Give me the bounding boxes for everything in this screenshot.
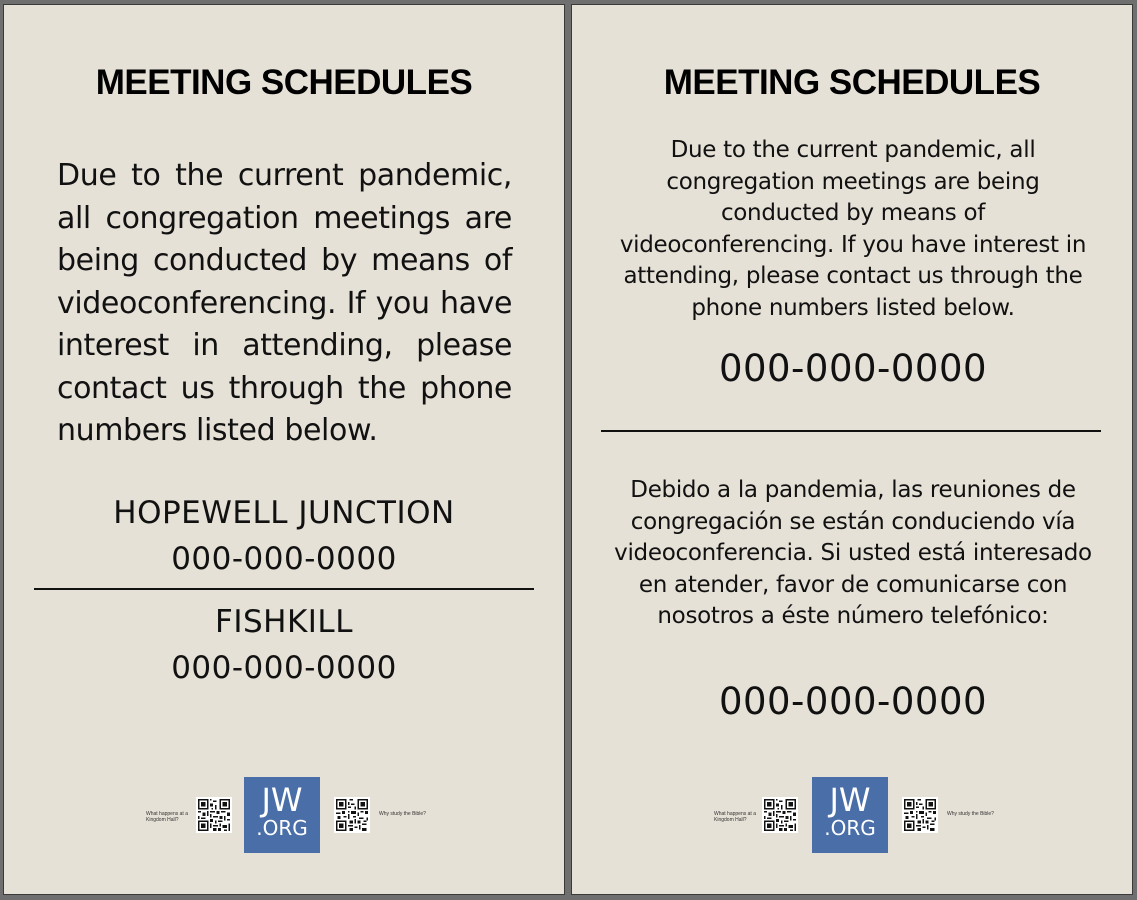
divider: [601, 430, 1101, 432]
logo-line-jw: JW: [261, 781, 303, 819]
phone-fishkill: 000-000-0000: [171, 650, 397, 686]
right-flyer: [571, 4, 1133, 895]
right-notice-spanish: Debido a la pandemia, las reuniones de congregación se están conduciendo vía videoconferencia. Si usted está interesado en atender, favor de comunicarse con nosotros a éste número telefónico:: [614, 477, 1092, 629]
caption-kingdom-hall: What happens at a Kingdom Hall?: [146, 811, 188, 823]
phone-hopewell: 000-000-0000: [171, 541, 397, 577]
divider: [34, 588, 534, 590]
right-notice-english: Due to the current pandemic, all congregation meetings are being conducted by means of videoconferencing. If you have interest in attending, please contact us through the phone numbers listed below.: [619, 137, 1087, 321]
qr-code-icon[interactable]: [196, 797, 232, 833]
caption-kingdom-hall: What happens at a Kingdom Hall?: [714, 811, 756, 823]
logo-line-org: .ORG: [824, 816, 876, 840]
location-name-fishkill: FISHKILL: [215, 604, 353, 640]
qr-code-icon[interactable]: [762, 797, 798, 833]
logo-line-org: .ORG: [256, 816, 308, 840]
left-flyer: [3, 4, 565, 895]
jw-org-logo[interactable]: [244, 777, 320, 853]
left-title: MEETING SCHEDULES: [95, 63, 473, 102]
logo-line-jw: JW: [829, 781, 871, 819]
right-footer: [572, 775, 1132, 855]
qr-code-icon[interactable]: [334, 797, 370, 833]
qr-code-icon[interactable]: [902, 797, 938, 833]
jw-org-logo[interactable]: [812, 777, 888, 853]
right-title: MEETING SCHEDULES: [663, 63, 1041, 102]
phone-spanish: 000-000-0000: [718, 680, 988, 723]
caption-study-bible: Why study the Bible?: [379, 811, 426, 817]
left-notice: Due to the current pandemic, all congregation meetings are being conducted by means of videoconferencing. If you have interest in attending, please contact us through the phone numbers listed below.: [57, 158, 512, 448]
left-footer: [4, 775, 564, 855]
location-name-hopewell: HOPEWELL JUNCTION: [113, 495, 455, 531]
phone-english: 000-000-0000: [718, 347, 988, 390]
caption-study-bible: Why study the Bible?: [947, 811, 994, 817]
